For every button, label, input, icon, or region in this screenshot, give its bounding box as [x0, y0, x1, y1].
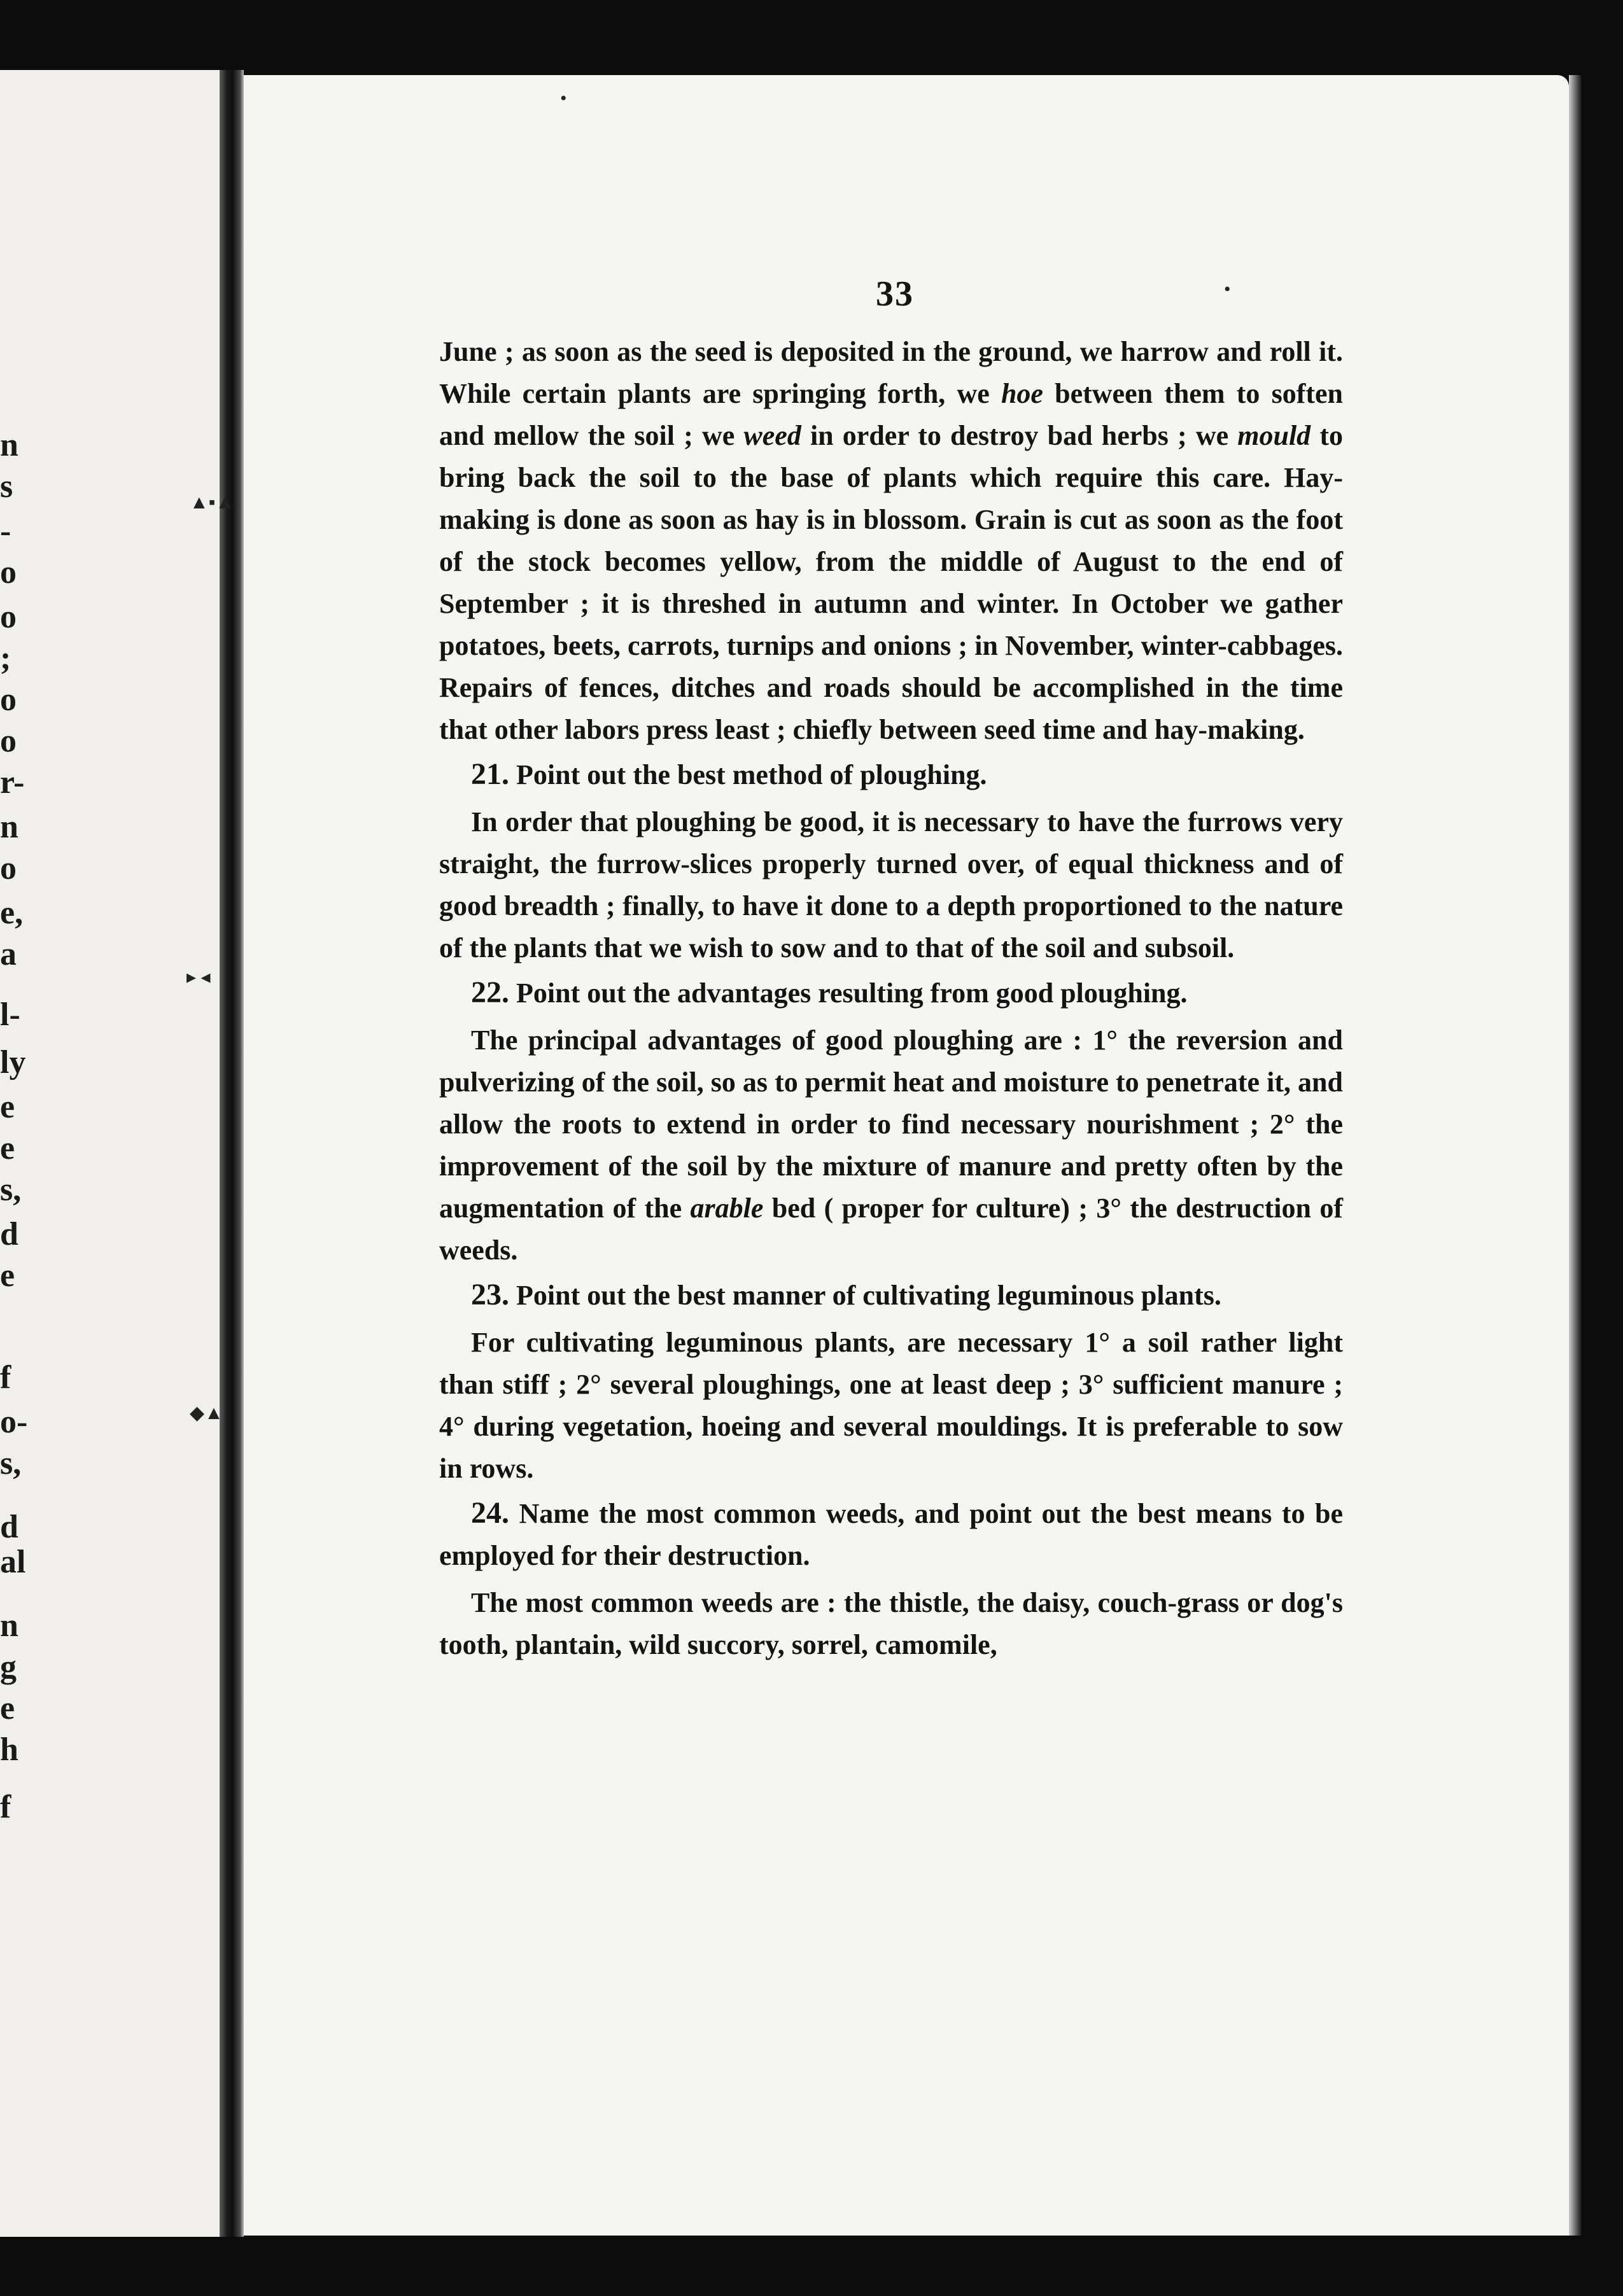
- left-page-text-fragments: [0, 70, 220, 2237]
- question-paragraph: [439, 1492, 1343, 1577]
- answer-paragraph: [439, 1582, 1343, 1666]
- answer-paragraph: [439, 1322, 1343, 1490]
- question-number: 24.: [471, 1496, 509, 1530]
- left-page-fragment: s,: [0, 1172, 22, 1208]
- question-number: 22.: [471, 976, 509, 1009]
- binding-mark: ▸ ◂: [186, 967, 211, 988]
- left-page-fragment: r-: [0, 764, 25, 801]
- left-page-fragment: al: [0, 1544, 26, 1580]
- page-edge-shadow: [1569, 75, 1582, 2236]
- question-number: 23.: [471, 1278, 509, 1312]
- text-run: The principal advantages of good ploughing are : 1° the reversion and pulverizing of the soil, so as to permit heat and moisture to penetrate it, and allow the roots to extend in order to find necessary nourishment ; 2° the improvement of the soil by the mixture of manure and pretty often by the augmentation of the: [439, 1025, 1343, 1224]
- left-facing-page: [0, 70, 220, 2237]
- left-page-fragment: n: [0, 809, 18, 845]
- left-page-fragment: ly: [0, 1044, 26, 1081]
- italic-term: hoe: [1001, 378, 1043, 409]
- answer-paragraph: [439, 801, 1343, 969]
- text-run: June ; as soon as the seed is deposited in the ground, we harrow and roll it. While certain plants are springing forth, we: [439, 336, 1343, 409]
- question-paragraph: [439, 1274, 1343, 1317]
- left-page-fragment: e: [0, 1690, 15, 1726]
- left-page-fragment: e: [0, 1257, 15, 1294]
- binding-mark: ◆▲: [190, 1403, 223, 1424]
- text-run: Point out the advantages resulting from good ploughing.: [509, 977, 1188, 1009]
- text-run: in order to destroy bad herbs ; we: [801, 420, 1238, 451]
- page-body-text: [439, 331, 1343, 1666]
- text-run: between them to soften and mellow the soil ; we: [439, 378, 1343, 451]
- continued-paragraph: [439, 331, 1343, 751]
- left-page-fragment: o: [0, 682, 17, 718]
- question-number: 21.: [471, 757, 509, 791]
- left-page-fragment: o-: [0, 1404, 28, 1440]
- text-run: to bring back the soil to the base of plants which require this care. Hay-making is done as soon as hay is in blossom. Grain is cut as soon as the foot of the stock becomes yellow, from the middle of August to the end of September ; it is threshed in autumn and winter. In October we gather potatoes, beets, carrots, turnips and onions ; in November, winter-cabbages. Repairs of fences, ditches and roads should be accomplished in the time that other labors press least ; chiefly between seed time and hay-making.: [439, 420, 1343, 745]
- left-page-fragment: o: [0, 850, 17, 886]
- page-number: 33: [876, 274, 914, 314]
- left-page-fragment: -: [0, 513, 11, 549]
- text-run: Point out the best method of ploughing.: [509, 759, 987, 790]
- answer-paragraph: [439, 1019, 1343, 1271]
- left-page-fragment: h: [0, 1732, 18, 1768]
- left-page-fragment: a: [0, 936, 17, 972]
- italic-term: arable: [690, 1193, 764, 1224]
- text-run: For cultivating leguminous plants, are necessary 1° a soil rather light than stiff ; 2° several ploughings, one at least deep ; 3° sufficient manure ; 4° during vegetation, hoeing and several mouldings. It is preferable to sow in rows.: [439, 1327, 1343, 1484]
- text-run: bed ( proper for culture) ; 3° the destruction of weeds.: [439, 1193, 1343, 1266]
- left-page-fragment: e: [0, 1089, 15, 1125]
- left-page-fragment: l-: [0, 997, 20, 1033]
- text-run: Name the most common weeds, and point out the best means to be employed for their destruction.: [439, 1498, 1343, 1571]
- left-page-fragment: d: [0, 1509, 18, 1545]
- left-page-fragment: e: [0, 1130, 15, 1166]
- left-page-fragment: n: [0, 427, 18, 463]
- left-page-fragment: n: [0, 1607, 18, 1644]
- book-gutter: [220, 70, 244, 2237]
- question-paragraph: [439, 972, 1343, 1014]
- left-page-fragment: o: [0, 723, 17, 759]
- left-page-fragment: d: [0, 1216, 18, 1252]
- left-page-fragment: e,: [0, 895, 24, 931]
- italic-term: weed: [743, 420, 801, 451]
- speck-mark: •: [1224, 279, 1231, 300]
- left-page-fragment: f: [0, 1359, 11, 1396]
- left-page-fragment: s: [0, 468, 13, 505]
- binding-mark: ▲▪▲: [190, 492, 235, 513]
- text-run: The most common weeds are : the thistle, the daisy, couch-grass or dog's tooth, plantain, wild succory, sorrel, camomile,: [439, 1587, 1343, 1660]
- left-page-fragment: ;: [0, 640, 11, 676]
- text-run: Point out the best manner of cultivating leguminous plants.: [509, 1280, 1221, 1311]
- left-page-fragment: s,: [0, 1445, 22, 1481]
- left-page-fragment: f: [0, 1789, 11, 1825]
- left-page-fragment: o: [0, 599, 17, 635]
- text-run: In order that ploughing be good, it is necessary to have the furrows very straight, the furrow-slices properly turned over, of equal thickness and of good breadth ; finally, to have it done to a depth proportioned to the nature of the plants that we wish to sow and to that of the soil and subsoil.: [439, 806, 1343, 963]
- left-page-fragment: o: [0, 554, 17, 591]
- left-page-fragment: g: [0, 1649, 17, 1685]
- question-paragraph: [439, 753, 1343, 796]
- speck-mark: •: [560, 88, 567, 109]
- italic-term: mould: [1237, 420, 1311, 451]
